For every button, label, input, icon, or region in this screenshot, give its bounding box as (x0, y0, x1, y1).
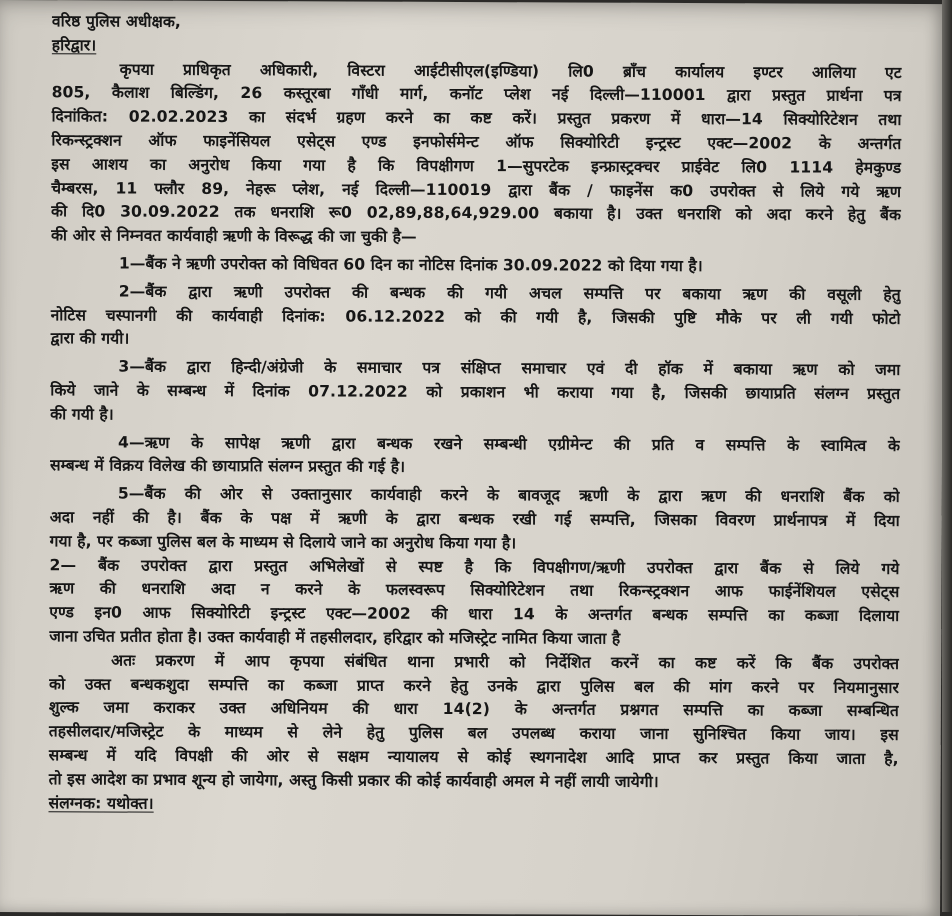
item-2 (50, 280, 900, 355)
paragraph-2-line: जाना उचित प्रतीत होता है। उक्त कार्यवाही में तहसीलदार, हरिद्वार को मजिस्ट्रेट नामित किया जाता है (49, 627, 621, 648)
item-5-line: अदा नहीं की है। बैंक के पक्ष में ऋणी के द्वारा बन्धक रखी गई सम्पत्ति, जिसका विवरण प्रार्थनापत्र में दिया (49, 508, 900, 530)
paragraph-1-line: की ओर से निम्नवत कार्यवाही ऋणी के विरूद्ध की जा चुकी है— (50, 226, 417, 246)
paragraph-2-line: 2— बैंक उपरोक्त द्वारा प्रस्तुत अभिलेखों से स्पष्ट है कि विपक्षीगण/ऋणी उपरोक्त द्वारा बैंक से लिये गये (49, 555, 900, 578)
item-5-line: गया है, पर कब्जा पुलिस बल के माध्यम से दिलाये जाने का अनुरोध किया गया है। (49, 531, 517, 552)
item-3-line: की गयी है। (50, 404, 114, 424)
paragraph-3-line: शुल्क जमा कराकर उक्त अधिनियम की धारा 14(2) के अन्तर्गत प्रश्नगत सम्पत्ति का कब्जा सम्बन्धित (48, 698, 899, 721)
item-1-line: 1—बैंक ने ऋणी उपरोक्त को विधिवत 60 दिन का नोटिस दिनांक 30.09.2022 को दिया गया है। (118, 254, 703, 276)
paragraph-1-line: कृपया प्राधिकृत अधिकारी, विस्टरा आईटीसीएल(इण्डिया) लि0 ब्राँच कार्यालय इण्टर आलिया एट (119, 60, 902, 82)
paragraph-3-line: अतः प्रकरण में आप कृपया संबंधित थाना प्रभारी को निर्देशित करनें का कष्ट करें कि बैंक उपरोक्त (111, 651, 900, 673)
paragraph-2 (49, 554, 899, 653)
paragraph-1-line: रिकन्स्ट्रक्शन ऑफ फाइनेंसियल एसेट्स एण्ड इनफोर्समेन्ट ऑफ सिक्योरिटी इन्ट्रस्ट एक्ट—2002 के अन्तर्गत (51, 131, 902, 153)
paragraph-1-line: 805, कैलाश बिल्डिंग, 26 कस्तूरबा गाँधी मार्ग, कनॉट प्लेश नई दिल्ली—110001 द्वारा प्रस्तुत प्रार्थना पत्र (51, 83, 902, 106)
letter-body (48, 10, 902, 819)
item-2-line: नोटिस चस्पानगी की कार्यवाही दिनांक: 06.12.2022 को की गयी है, जिसकी पुष्टि मौके पर ली गयी फोटो (50, 305, 901, 328)
page-edge-shadow (942, 0, 952, 912)
item-5 (50, 482, 900, 557)
paragraph-3-line: तहसीलदार/मजिस्ट्रेट के माध्यम से लेने हेतु पुलिस बल उपलब्ध कराया जाना सुनिश्चित किया जाय। इस (48, 722, 899, 745)
paragraph-3 (49, 649, 900, 795)
paragraph-2-line: एण्ड इन0 आफ सिक्योरिटी इन्ट्रस्ट एक्ट—2002 की धारा 14 के अन्तर्गत बन्धक सम्पत्ति का कब्जा दिलाया (49, 603, 900, 626)
item-2-line: द्वारा की गयी। (50, 329, 130, 348)
item-5-line: 5—बैंक की ओर से उक्तानुसार कार्यवाही करने के बावजूद ऋणी के द्वारा ऋण की धनराशि बैंक को (117, 484, 900, 507)
addressee: वरिष्ठ पुलिस अधीक्षक, (51, 12, 182, 31)
paragraph-2-line: ऋण की धनराशि अदा न करने के फलस्वरूप सिक्योरिटेशन तथा रिकन्स्ट्रक्शन आफ फाईनेंशियल एसेट्स (49, 579, 900, 602)
item-3-line: 3—बैंक द्वारा हिन्दी/अंग्रेजी के समाचार पत्र संक्षिप्त समाचार एवं दी हॉक में बकाया ऋण को जमा (118, 357, 901, 380)
item-4 (50, 431, 900, 482)
item-4-line: सम्बन्ध में विक्रय विलेख की छायाप्रति संलग्न प्रस्तुत की गई है। (49, 456, 406, 477)
enclosure-line (48, 792, 898, 820)
paragraph-3-line: को उक्त बन्धकशुदा सम्पत्ति का कब्जा प्राप्त करने हेतु उनके द्वारा पुलिस बल की मांग करने पर नियमानुसार (48, 674, 900, 697)
paragraph-3-line: तो इस आदेश का प्रभाव शून्य हो जायेगा, अस्तु किसी प्रकार की कोई कार्यवाही अमल मे नहीं लायी जायेगी। (48, 769, 659, 791)
paragraph-1-line: की दि0 30.09.2022 तक धनराशि रू0 02,89,88,64,929.00 बकाया है। उक्त धनराशि को अदा करने हेतु बैंक (51, 202, 902, 225)
item-2-line: 2—बैंक द्वारा ऋणी उपरोक्त की बन्धक की गयी अचल सम्पत्ति पर बकाया ऋण की वसूली हेतु (118, 282, 901, 304)
paragraph-1-line: दिनांकित: 02.02.2023 का संदर्भ ग्रहण करने का कष्ट करें। प्रस्तुत प्रकरण में धारा—14 सिक्योरिटेशन तथा (51, 107, 902, 130)
paragraph-1-line: इस आशय का अनुरोध किया गया है कि विपक्षीगण 1—सुपरटेक इन्फ्रास्ट्रक्चर प्राईवेट लि0 1114 हेमकुण्ड (51, 155, 902, 177)
paragraph-3-line: सम्बन्ध में यदि विपक्षी की ओर से सक्षम न्यायालय से कोई स्थगनादेश आदि प्राप्त कर प्रस्तुत किया जाता है, (48, 746, 899, 768)
paragraph-1-line: चैम्बरस, 11 फ्लौर 89, नेहरू प्लेश, नई दिल्ली—110019 द्वारा बैंक / फाइनेंस क0 उपरोक्त से लिये गये ऋण (51, 178, 902, 201)
item-4-line: 4—ऋण के सापेक्ष ऋणी द्वारा बन्धक रखने सम्बन्धी एग्रीमेन्ट की प्रति व सम्पत्ति के स्वामित्व के (118, 433, 901, 455)
item-3 (50, 355, 900, 430)
item-1 (51, 252, 901, 280)
paragraph-1 (51, 58, 902, 252)
enclosure-text: संलग्नक: यथोक्त। (48, 793, 154, 813)
city-text: हरिद्वार। (51, 36, 97, 55)
item-3-line: किये जाने के सम्बन्ध में दिनांक 07.12.2022 को प्रकाशन भी कराया गया है, जिसकी छायाप्रति संलग्न प्रस्तुत (50, 381, 901, 403)
